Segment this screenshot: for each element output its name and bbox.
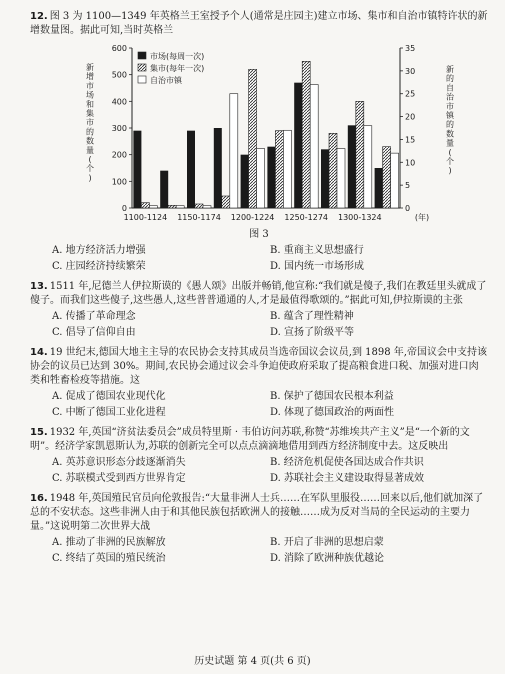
x-axis-unit: (年) (414, 213, 430, 222)
bar-market (241, 155, 249, 208)
q14-option-a[interactable]: A. 促成了德国农业现代化 (52, 391, 166, 402)
right-axis-label: 治 (446, 92, 454, 102)
left-tick-label: 100 (111, 177, 127, 187)
bar-borough (149, 206, 157, 208)
right-axis-label: 镇 (446, 111, 454, 120)
bar-market (133, 131, 141, 208)
x-tick-label: 1100-1124 (123, 213, 168, 222)
question-15-number: 15. (30, 427, 48, 438)
left-axis-label: 和 (86, 99, 94, 109)
right-axis-label: 市 (446, 101, 454, 111)
q15-option-b[interactable]: B. 经济危机促使各国达成合作共识 (270, 457, 424, 468)
right-tick-label: 10 (405, 158, 416, 168)
left-tick-label: 0 (121, 204, 127, 213)
question-15-text: 1932 年,英国“济贫法委员会”成员特里斯 · 韦伯访问苏联,称赞“苏维埃共产主义”是“一个新的文明”。经济学家凯恩斯认为,苏联的创新完全可以点点滴滴地借用到西方经济制度中去。这反映出 (30, 427, 470, 452)
q15-option-c[interactable]: C. 苏联模式受到西方世界肯定 (52, 473, 186, 484)
question-16 (30, 492, 488, 566)
right-tick-label: 25 (405, 89, 416, 99)
right-axis-label: 数 (446, 129, 454, 139)
question-14-number: 14. (30, 347, 48, 358)
bar-borough (364, 126, 372, 208)
bar-borough (337, 149, 345, 208)
bar-fair (329, 133, 337, 208)
bar-market (321, 149, 329, 208)
right-tick-label: 15 (405, 135, 416, 145)
q16-option-b[interactable]: B. 开启了非洲的思想启蒙 (270, 537, 384, 548)
left-axis-label: 增 (86, 72, 94, 82)
q15-option-d[interactable]: D. 苏联社会主义建设取得显著成效 (270, 473, 425, 484)
q12-option-a[interactable]: A. 地方经济活力增强 (52, 245, 146, 256)
bar-market (294, 83, 302, 208)
right-axis-label: 量 (446, 138, 454, 148)
q14-option-c[interactable]: C. 中断了德国工业化进程 (52, 407, 166, 418)
question-14-text: 19 世纪末,德国大地主主导的农民协会支持其成员当选帝国议会议员,到 1898 年,帝国议会中支持该协会的议员已达到 30%。期间,农民协会通过议会斗争迫使政府采取了提高粮食进口税、加强对进口肉类和牲畜检疫等措施。这 (30, 347, 487, 386)
bar-market (187, 131, 195, 208)
bar-fair (195, 204, 203, 208)
legend-label: 市场(每周一次) (150, 52, 205, 61)
left-axis-label: 场 (86, 90, 94, 100)
q12-option-d[interactable]: D. 国内统一市场形成 (270, 261, 365, 272)
bar-borough (391, 153, 399, 208)
q16-option-d[interactable]: D. 消除了欧洲种族优越论 (270, 553, 385, 564)
question-12-stem (30, 10, 488, 38)
bar-market (214, 128, 222, 208)
question-12-text: 图 3 为 1100—1349 年英格兰王室授予个人(通常是庄园主)建立市场、集市和自治市镇特许状的新增数量图。据此可知,当时英格兰 (30, 11, 488, 36)
right-tick-label: 20 (405, 112, 416, 122)
bar-chart (40, 40, 480, 228)
q14-option-b[interactable]: B. 保护了德国农民根本利益 (270, 391, 394, 402)
left-axis-label: 市 (86, 118, 94, 128)
left-axis-label: ) (88, 173, 92, 183)
x-tick-label: 1200-1224 (230, 213, 275, 222)
q15-option-a[interactable]: A. 英苏意识形态分歧逐渐消失 (52, 457, 186, 468)
x-tick-label: 1250-1274 (284, 213, 329, 222)
bar-borough (310, 85, 318, 208)
left-axis-label: 的 (86, 127, 94, 137)
question-13-number: 13. (30, 281, 48, 292)
question-14 (30, 346, 488, 420)
right-axis-label: 新 (446, 65, 454, 74)
bar-market (267, 147, 275, 208)
bar-fair (222, 196, 230, 208)
question-13-text: 1511 年,尼德兰人伊拉斯谟的《愚人颂》出版并畅销,他宣称:“我们就是傻子,我们在教廷里头就成了傻子。而我们这些傻子,这些愚人,这些普普通通的人,才是最值得歌颂的。”据此可知,伊拉斯谟的主张 (30, 281, 487, 306)
right-axis-label: 的 (446, 74, 454, 84)
question-15-options (52, 456, 488, 486)
right-axis-label: ( (448, 147, 452, 157)
q13-option-b[interactable]: B. 蕴含了理性精神 (270, 311, 354, 322)
figure-3 (40, 40, 480, 228)
left-axis-label: 个 (86, 164, 94, 174)
question-16-stem (30, 492, 488, 534)
question-12-number: 12. (30, 11, 48, 22)
left-axis-label: 量 (86, 145, 94, 155)
right-axis-label: 的 (446, 120, 454, 130)
x-tick-label: 1300-1324 (337, 213, 382, 222)
q12-option-c[interactable]: C. 庄园经济持续繁荣 (52, 261, 146, 272)
legend-label: 自治市镇 (150, 76, 182, 85)
bar-borough (176, 206, 184, 208)
exam-page (30, 10, 488, 566)
question-12-options (52, 244, 488, 274)
question-14-options (52, 390, 488, 420)
bar-market (375, 168, 383, 208)
question-14-stem (30, 346, 488, 388)
bar-market (348, 125, 356, 208)
right-tick-label: 35 (405, 44, 416, 53)
question-16-text: 1948 年,英国殖民官员向伦敦报告:“大量非洲人士兵……在军队里服役……回来以后,他们就加深了总的不安状态。这些非洲人由于和其他民族包括欧洲人的接触……成为反对当局的全民运动的主要力量。”这说明第二次世界大战 (30, 493, 484, 532)
question-15 (30, 426, 488, 486)
right-tick-label: 0 (405, 204, 411, 213)
legend-swatch (138, 52, 146, 59)
right-axis-label: 个 (446, 157, 454, 166)
bar-borough (230, 94, 238, 208)
figure-caption: 图 3 (249, 229, 269, 240)
question-16-number: 16. (30, 493, 48, 504)
page-footer: 历史试题 第 4 页(共 6 页) (194, 656, 311, 667)
bar-fair (356, 101, 364, 208)
bar-fair (383, 147, 391, 208)
left-axis-label: ( (88, 155, 92, 164)
right-axis-label: 自 (446, 83, 454, 93)
bar-borough (203, 206, 211, 208)
q13-option-a[interactable]: A. 传播了革命理念 (52, 311, 136, 322)
left-axis-label: 数 (86, 136, 94, 146)
question-12 (30, 10, 488, 274)
right-axis-label: ) (448, 166, 452, 176)
bar-fair (302, 61, 310, 208)
q14-option-d[interactable]: D. 体现了德国政治的两面性 (270, 407, 395, 418)
bar-fair (249, 69, 257, 208)
bar-fair (275, 131, 283, 208)
right-tick-label: 5 (405, 181, 411, 191)
q16-option-a[interactable]: A. 推动了非洲的民族解放 (52, 537, 166, 548)
left-tick-label: 600 (111, 44, 127, 53)
legend-swatch (138, 64, 146, 71)
bar-borough (257, 149, 265, 208)
bar-fair (141, 203, 149, 208)
q12-option-b[interactable]: B. 重商主义思想盛行 (270, 245, 364, 256)
q13-option-d[interactable]: D. 宣扬了阶级平等 (270, 327, 355, 338)
bar-borough (283, 130, 291, 208)
left-tick-label: 400 (111, 97, 127, 107)
left-axis-label: 市 (86, 81, 94, 91)
q16-option-c[interactable]: C. 终结了英国的殖民统治 (52, 553, 166, 564)
left-axis-label: 新 (86, 63, 94, 72)
x-tick-label: 1150-1174 (177, 213, 221, 222)
question-13 (30, 280, 488, 340)
legend-swatch (138, 76, 146, 83)
left-tick-label: 200 (111, 150, 127, 160)
question-13-options (52, 310, 488, 340)
question-15-stem (30, 426, 488, 454)
question-13-stem (30, 280, 488, 308)
left-tick-label: 500 (111, 70, 127, 80)
left-axis-label: 集 (86, 109, 94, 118)
question-16-options (52, 536, 488, 566)
right-tick-label: 30 (405, 66, 416, 76)
legend-label: 集市(每年一次) (150, 64, 205, 73)
left-tick-label: 300 (111, 124, 127, 133)
bar-fair (168, 205, 176, 208)
q13-option-c[interactable]: C. 倡导了信仰自由 (52, 327, 136, 338)
bar-market (160, 171, 168, 208)
